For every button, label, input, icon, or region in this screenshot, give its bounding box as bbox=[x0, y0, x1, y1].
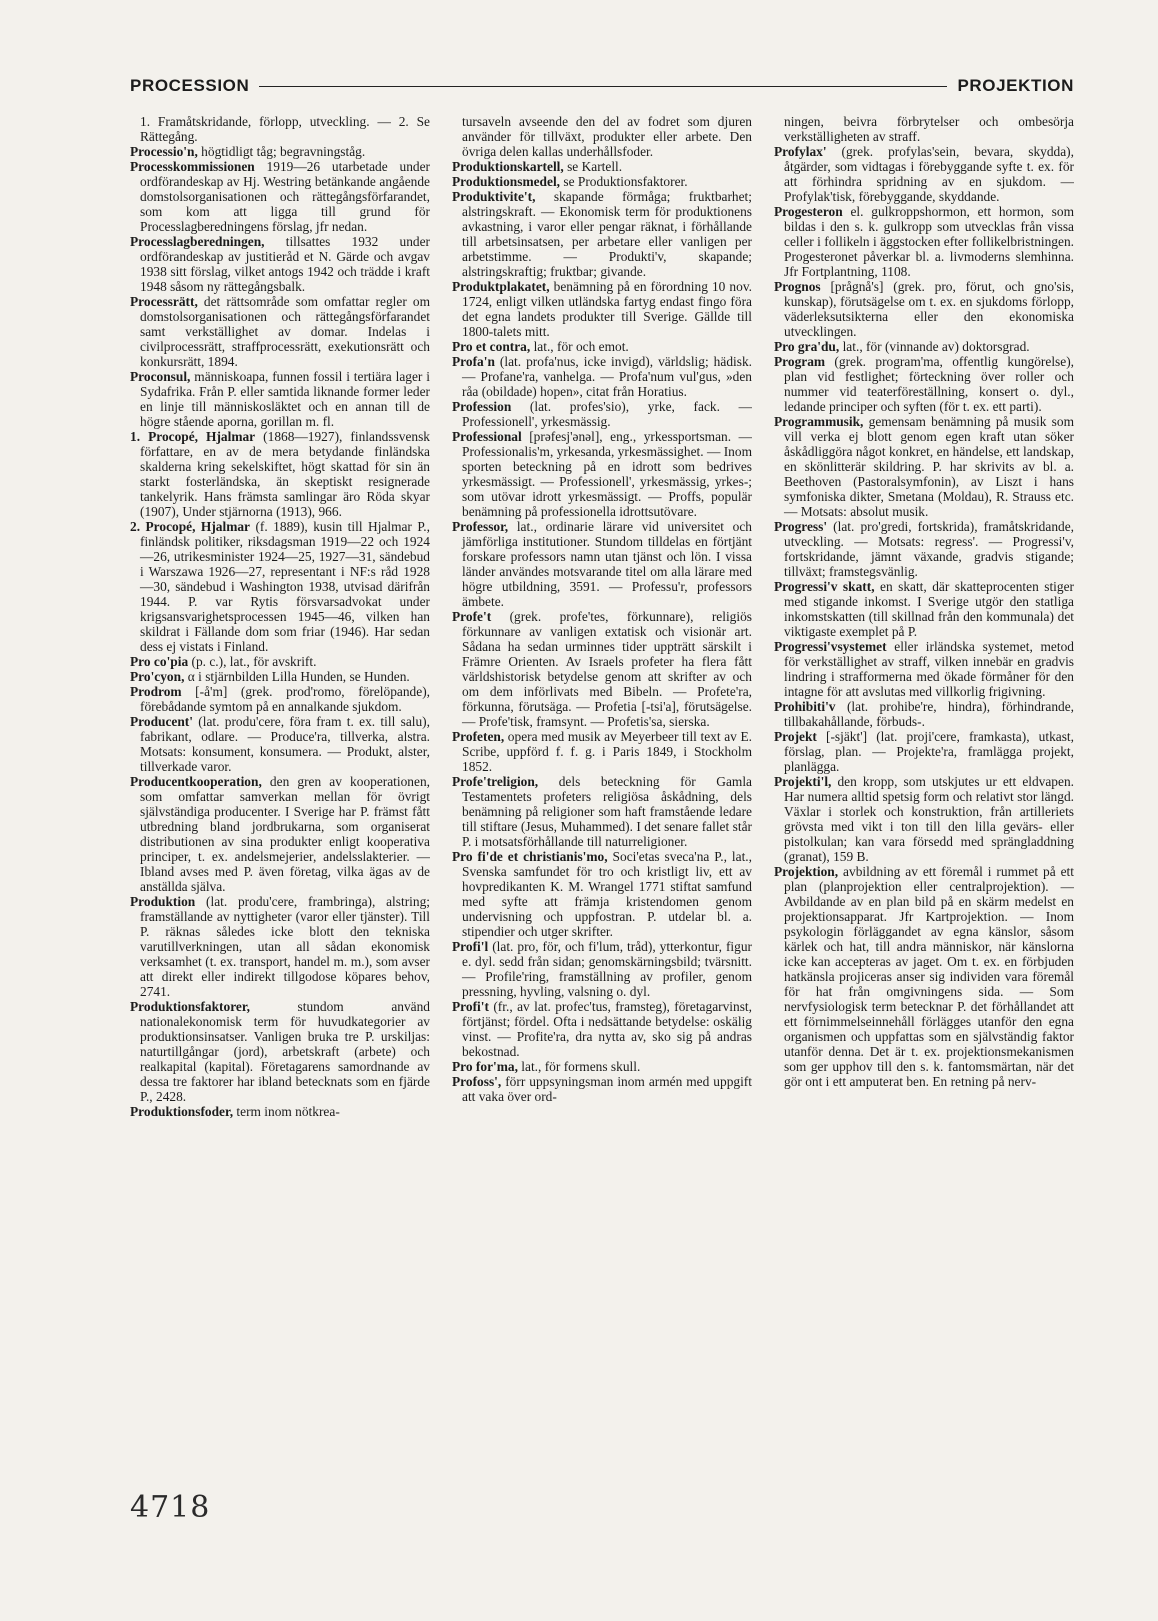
entry-text: (lat. prohibe're, hindra), förhindrande, tillbakahållande, förbuds-. bbox=[784, 699, 1074, 729]
entry-text: människoapa, funnen fossil i tertiära lager i Sydafrika. Från P. eller samtida liknande former leder en linje till människosläktet och en annan till de högre stående aporna, gorillan m. fl. bbox=[140, 369, 430, 429]
entry-text: [prəfesj'ənəl], eng., yrkessportsman. — Professionalis'm, yrkesanda, yrkesmässighet. — Inom sporten beteckning på en idrott som bedrives yrkesmässigt. — Professionell', yrkesmässig, yrkes-; som utövar idrott yrkesmässigt. — Proffs, populär benämning på professionella idrottsutövare. bbox=[462, 429, 752, 519]
entry-text: lat., ordinarie lärare vid universitet och jämförliga institutioner. Stundom tilldelas en förtjänt forskare professors namn utan tjänst och lön. I vissa länder användes motsvarande titel om alla lärare med högre utbildning, 3591. — Professu'r, professors ämbete. bbox=[462, 519, 752, 609]
entry-headword: Produktionsmedel, bbox=[452, 174, 561, 189]
entry-text: (lat. profa'nus, icke invigd), världslig; hädisk. — Profane'ra, vanhelga. — Profa'num vul'gus, »den råa (obildade) hopen», citat från Horatius. bbox=[462, 354, 752, 399]
entry-text: (lat. produ'cere, föra fram t. ex. till salu), fabrikant, odlare. — Produce'ra, tillverka, alstra. Motsats: konsument, konsumera. — Produkt, alster, tillverkade varor. bbox=[140, 714, 430, 774]
dictionary-entry bbox=[452, 729, 752, 774]
entry-headword: 2. Procopé, Hjalmar bbox=[130, 519, 250, 534]
entry-headword: Profylax' bbox=[774, 144, 827, 159]
entry-text: en skatt, där skatteprocenten stiger med stigande inkomst. I Sverige utgör den statliga inkomstskatten (till skillnad från den kommunala) det viktigaste exemplet på P. bbox=[784, 579, 1074, 639]
entry-headword: Profe'treligion, bbox=[452, 774, 539, 789]
dictionary-entry bbox=[774, 639, 1074, 699]
dictionary-entry bbox=[774, 414, 1074, 519]
dictionary-entry bbox=[452, 399, 752, 429]
column-left bbox=[130, 114, 430, 1494]
text-columns bbox=[130, 114, 1074, 1494]
dictionary-entry bbox=[452, 114, 752, 159]
dictionary-entry bbox=[452, 1074, 752, 1104]
dictionary-entry bbox=[452, 339, 752, 354]
dictionary-entry bbox=[774, 699, 1074, 729]
entry-text: det rättsområde som omfattar regler om domstolsorganisationen och rättegångsförfarandet samt verkställighet av domar. Indelas i civilprocessrätt, straffprocessrätt, exekutionsrätt och konkursrätt, 1894. bbox=[140, 294, 430, 369]
entry-text: (lat. produ'cere, frambringa), alstring; framställande av nyttigheter (varor eller tjänster). Till P. räknas således icke blott den tekniska varutillverkningen, utan all sådan ekonomisk verksamhet (t. ex. transport, handel m. m.), som avser att direkt eller indirekt tillgodose köpares behov, 2741. bbox=[140, 894, 430, 999]
entry-headword: Professional bbox=[452, 429, 522, 444]
dictionary-entry bbox=[774, 729, 1074, 774]
entry-headword: Program bbox=[774, 354, 826, 369]
header-first-word: PROCESSION bbox=[130, 76, 250, 95]
entry-text: den kropp, som utskjutes ur ett eldvapen. Har numera alltid spetsig form och relativt stor längd. Växlar i storlek och konstruktion, från artilleriets grövsta med vikt i ton till den lilla gevärs- eller pistolkulan; kan vara försedd med sprängladdning (granat), 159 B. bbox=[784, 774, 1074, 864]
dictionary-entry bbox=[130, 519, 430, 654]
entry-headword: Profi'l bbox=[452, 939, 489, 954]
entry-text: (lat. pro'gredi, fortskrida), framåtskridande, utveckling. — Motsats: regress'. — Progressi'v, fortskridande, jämnt växande, gradvis stigande; tillväxt; framstegsvänlig. bbox=[784, 519, 1074, 579]
entry-headword: Profi't bbox=[452, 999, 489, 1014]
entry-text: (f. 1889), kusin till Hjalmar P., finländsk politiker, riksdagsman 1919—22 och 1924—26, utrikesminister 1924—25, 1927—31, sändebud i Warszawa 1926—27, representant i NF:s råd 1928—30, sändebud i Washington 1938, utvisad därifrån 1944. P. var Rytis försvarsadvokat under krigsansvarighetsprocessen 1945—46, vilken han skildrat i Fällande dom som friar (1946). Har sedan dess ej vistats i Finland. bbox=[140, 519, 430, 654]
entry-headword: Processrätt, bbox=[130, 294, 198, 309]
entry-headword: Pro et contra, bbox=[452, 339, 531, 354]
dictionary-entry bbox=[774, 864, 1074, 1089]
dictionary-entry bbox=[130, 714, 430, 774]
entry-headword: Projektion, bbox=[774, 864, 839, 879]
entry-text: dels beteckning för Gamla Testamentets profeters religiösa åskådning, dels benämning på religioner som haft framstående ledare till stiftare (Jesus, Muhammed). I det senare fallet står P. i motsatsförhållande till naturreligioner. bbox=[462, 774, 752, 849]
dictionary-entry bbox=[452, 354, 752, 399]
dictionary-entry bbox=[452, 609, 752, 729]
column-middle bbox=[452, 114, 752, 1494]
entry-headword: Progesteron bbox=[774, 204, 843, 219]
entry-text: (p. c.), lat., för avskrift. bbox=[188, 654, 317, 669]
entry-headword: Processio'n, bbox=[130, 144, 198, 159]
dictionary-entry bbox=[452, 429, 752, 519]
dictionary-entry bbox=[774, 354, 1074, 414]
entry-text: eller irländska systemet, metod för verkställighet av straff, vilken innebär en gradvis lindring i strafformerna med ökade förmåner för den intagne för att avslutas med villkorlig frigivning. bbox=[784, 639, 1074, 699]
entry-text: el. gulkroppshormon, ett hormon, som bildas i den s. k. gulkropp som utvecklas från vissa celler i follikeln i äggstocken efter follikelbristningen. Progesteronet påverkar bl. a. livmoderns slemhinna. Jfr Fortplantning, 1108. bbox=[784, 204, 1074, 279]
entry-text: ningen, beivra förbrytelser och ombesörja verkställigheten av straff. bbox=[784, 114, 1074, 144]
dictionary-entry bbox=[130, 429, 430, 519]
dictionary-entry bbox=[130, 114, 430, 144]
entry-text: (grek. profylas'sein, bevara, skydda), åtgärder, som vidtagas i förebyggande syfte t. ex. för att förhindra spridning av en sjukdom. — Profylak'tisk, förebyggande, skyddande. bbox=[784, 144, 1074, 204]
dictionary-entry bbox=[452, 174, 752, 189]
dictionary-entry bbox=[452, 189, 752, 279]
entry-headword: Produktionsfaktorer, bbox=[130, 999, 250, 1014]
entry-headword: Profoss', bbox=[452, 1074, 502, 1089]
dictionary-entry bbox=[130, 369, 430, 429]
entry-text: skapande förmåga; fruktbarhet; alstringskraft. — Ekonomisk term för produktionens avkastning, i varor eller pengar räknat, i förhållande till arbetsinsatsen, per arbetare eller vanligen per arbetstimme. — Produkti'v, skapande; alstringskraftig; fruktbar; givande. bbox=[462, 189, 752, 279]
dictionary-entry bbox=[774, 204, 1074, 279]
dictionary-entry bbox=[452, 1059, 752, 1074]
entry-headword: Profa'n bbox=[452, 354, 495, 369]
entry-headword: Produktplakatet, bbox=[452, 279, 550, 294]
entry-headword: Profe't bbox=[452, 609, 492, 624]
entry-headword: Prohibiti'v bbox=[774, 699, 836, 714]
entry-text: (fr., av lat. profec'tus, framsteg), företagarvinst, förtjänst; fördel. Ofta i nedsättande betydelse: oskälig vinst. — Profite'ra, dra nytta av, sko sig på andras bekostnad. bbox=[462, 999, 752, 1059]
dictionary-entry bbox=[130, 159, 430, 234]
entry-text: Soci'etas sveca'na P., lat., Svenska samfundet för tro och kristligt liv, ett av hovpredikanten K. M. Wrangel 1771 stiftat samfund med syfte att främja kristendomen genom undervisning och uppfostran. P. utdelar bl. a. stipendier och utger skrifter. bbox=[462, 849, 752, 939]
entry-headword: Profession bbox=[452, 399, 512, 414]
entry-text: term inom nötkrea- bbox=[233, 1104, 340, 1119]
entry-text: opera med musik av Meyerbeer till text av E. Scribe, uppförd f. f. g. i Paris 1849, i Stockholm 1852. bbox=[462, 729, 752, 774]
entry-text: se Produktionsfaktorer. bbox=[560, 174, 688, 189]
entry-headword: Progressi'v skatt, bbox=[774, 579, 875, 594]
dictionary-entry bbox=[130, 774, 430, 894]
running-header bbox=[130, 74, 1074, 98]
entry-headword: Produktion bbox=[130, 894, 196, 909]
entry-headword: 1. Procopé, Hjalmar bbox=[130, 429, 256, 444]
entry-text: lat., för (vinnande av) doktorsgrad. bbox=[839, 339, 1030, 354]
header-last-word: PROJEKTION bbox=[957, 76, 1074, 95]
dictionary-entry bbox=[452, 939, 752, 999]
entry-headword: Processkommissionen bbox=[130, 159, 255, 174]
entry-text: [-sjäkt'] (lat. proji'cere, framkasta), utkast, förslag, plan. — Projekte'ra, framlägga projekt, planlägga. bbox=[784, 729, 1074, 774]
header-rule bbox=[259, 86, 947, 87]
entry-headword: Prognos bbox=[774, 279, 821, 294]
entry-text: den gren av kooperationen, som omfattar samverkan mellan för övrigt självständiga producenter. I Sverige har P. främst fått utbredning bland jordbrukarna, som organiserat distributionen av sina produkter enligt kooperativa principer, t. ex. andelsmejerier, andelsslakterier. — Ibland avses med P. även företag, vilka ägas av de anställda själva. bbox=[140, 774, 430, 894]
entry-headword: Projekti'l, bbox=[774, 774, 832, 789]
dictionary-entry bbox=[130, 144, 430, 159]
entry-text: stundom använd nationalekonomisk term för huvudkategorier av produktionsinsatser. Vanligen bruka tre P. urskiljas: naturtillgångar (jord), arbetskraft (arbete) och realkapital (kapital). Företagarens samordnande av dessa tre faktorer har ibland betecknats som en fjärde P., 2428. bbox=[140, 999, 430, 1104]
entry-headword: Produktionskartell, bbox=[452, 159, 564, 174]
entry-text: (lat. pro, för, och fi'lum, tråd), ytterkontur, figur e. dyl. sedd från sidan; genomskärningsbild; tvärsnitt. — Profile'ring, framställning av profiler, genom pressning, hyvling, valsning o. dyl. bbox=[462, 939, 752, 999]
entry-text: lat., för formens skull. bbox=[517, 1059, 641, 1074]
entry-text: (grek. profe'tes, förkunnare), religiös förkunnare av vanligen extatisk och visionär art. Sådana ha sedan urminnes tider uppträtt särskilt i Främre Orienten. Av Israels profeter ha flera fått världshistorisk betydelse genom att skrifter av och om dem införlivats med Bibeln. — Profete'ra, förkunna, förutsäga. — Profetia [-tsi'a], förutsägelse. — Profe'tisk, framsynt. — Profetis'sa, sierska. bbox=[462, 609, 752, 729]
entry-headword: Pro'cyon, bbox=[130, 669, 185, 684]
entry-text: [prågnå's] (grek. pro, förut, och gno'sis, kunskap), förutsägelse om t. ex. en sjukdoms förlopp, väderleksutsikterna eller den ekonomiska utvecklingen. bbox=[784, 279, 1074, 339]
entry-text: benämning på en förordning 10 nov. 1724, enligt vilken utländska fartyg endast fingo föra det egna landets produkter till Sverige. Gällde till 1800-talets mitt. bbox=[462, 279, 752, 339]
dictionary-entry bbox=[774, 774, 1074, 864]
entry-headword: Profeten, bbox=[452, 729, 505, 744]
dictionary-entry bbox=[452, 999, 752, 1059]
entry-headword: Proconsul, bbox=[130, 369, 191, 384]
entry-headword: Pro gra'du, bbox=[774, 339, 840, 354]
page-number: 4718 bbox=[130, 1490, 211, 1525]
entry-text: högtidligt tåg; begravningståg. bbox=[197, 144, 366, 159]
dictionary-entry bbox=[130, 654, 430, 669]
dictionary-entry bbox=[774, 144, 1074, 204]
dictionary-entry bbox=[452, 519, 752, 609]
dictionary-entry bbox=[130, 684, 430, 714]
dictionary-entry bbox=[452, 849, 752, 939]
dictionary-entry bbox=[774, 519, 1074, 579]
dictionary-entry bbox=[774, 339, 1074, 354]
dictionary-entry bbox=[130, 234, 430, 294]
entry-headword: Progress' bbox=[774, 519, 828, 534]
entry-text: förr uppsyningsman inom armén med uppgift att vaka över ord- bbox=[462, 1074, 752, 1104]
entry-text: avbildning av ett föremål i rummet på ett plan (planprojektion eller centralprojektion). — Avbildande av en plan bild på en skärm medelst en projektionsapparat. Jfr Kartprojektion. — Inom psykologin förläggandet av egna känslor, såsom kärlek och hat, till andra människor, när känslorna icke kan accepteras av jaget. Om t. ex. en förbjuden hatkänsla projiceras anser sig individen vara föremål för hat från omgivningens sida. — Som nervfysiologisk term betecknar P. det förhållandet att ett förnimmelseinnehåll förlägges utanför den egna organismen och uppfattas som en självständig faktor utanför denna. Det är t. ex. projektionsmekanismen som ger upphov till den s. k. fantomsmärtan, när det gör ont i ett amputerat ben. En retning på nerv- bbox=[784, 864, 1074, 1089]
entry-headword: Pro for'ma, bbox=[452, 1059, 518, 1074]
dictionary-entry bbox=[774, 579, 1074, 639]
entry-text: gemensam benämning på musik som vill verka ej blott genom egen kraft utan söker åskådliggöra något konkret, en händelse, ett landskap, en skönlitterär skildring. P. har skrivits av bl. a. Beethoven (Pastoralsymfonin), av Liszt i hans symfoniska dikter, Smetana (Moldau), R. Strauss etc. — Motsats: absolut musik. bbox=[784, 414, 1074, 519]
dictionary-entry bbox=[130, 669, 430, 684]
dictionary-entry bbox=[130, 1104, 430, 1119]
entry-headword: Progressi'vsystemet bbox=[774, 639, 887, 654]
entry-text: (1868—1927), finlandssvensk författare, en av de mera betydande finländska skalderna kring sekelskiftet, högt skattad för sin än starkt fosterländska, än skeptiskt resignerade tankelyrik. Hans främsta samlingar äro Röda skyar (1907), Under stjärnorna (1913), 966. bbox=[140, 429, 430, 519]
entry-headword: Professor, bbox=[452, 519, 509, 534]
dictionary-entry bbox=[774, 279, 1074, 339]
column-right bbox=[774, 114, 1074, 1494]
entry-text: 1. Framåtskridande, förlopp, utveckling. — 2. Se Rättegång. bbox=[140, 114, 430, 144]
entry-headword: Producent' bbox=[130, 714, 193, 729]
entry-headword: Programmusik, bbox=[774, 414, 864, 429]
entry-headword: Prodrom bbox=[130, 684, 182, 699]
dictionary-entry bbox=[130, 894, 430, 999]
entry-headword: Projekt bbox=[774, 729, 817, 744]
entry-text: [-å'm] (grek. prod'romo, förelöpande), förebådande symtom på en annalkande sjukdom. bbox=[140, 684, 430, 714]
entry-text: lat., för och emot. bbox=[530, 339, 629, 354]
entry-text: tursaveln avseende den del av fodret som djuren använder för tillväxt, produkter eller arbete. Den övriga delen kallas underhållsfoder. bbox=[462, 114, 752, 159]
dictionary-entry bbox=[774, 114, 1074, 144]
dictionary-entry bbox=[452, 279, 752, 339]
entry-text: α i stjärnbilden Lilla Hunden, se Hunden. bbox=[184, 669, 410, 684]
entry-text: (lat. profes'sio), yrke, fack. — Professionell', yrkesmässig. bbox=[462, 399, 752, 429]
dictionary-entry bbox=[130, 294, 430, 369]
entry-text: (grek. program'ma, offentlig kungörelse), plan vid festlighet; förteckning över roller och nummer vid teaterföreställning, konsert o. dyl., ledande principer och syften (för t. ex. ett parti). bbox=[784, 354, 1074, 414]
entry-headword: Produktivite't, bbox=[452, 189, 536, 204]
entry-headword: Producentkooperation, bbox=[130, 774, 262, 789]
entry-text: tillsattes 1932 under ordförandeskap av justitieråd et N. Gärde och avgav 1938 sitt förslag, vilket antogs 1942 och trädde i kraft 1948 såsom ny rättegångsbalk. bbox=[140, 234, 430, 294]
dictionary-entry bbox=[452, 159, 752, 174]
entry-headword: Pro co'pia bbox=[130, 654, 189, 669]
entry-headword: Produktionsfoder, bbox=[130, 1104, 234, 1119]
dictionary-entry bbox=[130, 999, 430, 1104]
entry-text: 1919—26 utarbetade under ordförandeskap av Hj. Westring betänkande angående domstolsorganisationen och rättegångsförfarandet, som kom att ligga till grund för Processlagberedningens förslag, jfr nedan. bbox=[140, 159, 430, 234]
entry-text: se Kartell. bbox=[563, 159, 623, 174]
entry-headword: Processlagberedningen, bbox=[130, 234, 265, 249]
dictionary-entry bbox=[452, 774, 752, 849]
entry-headword: Pro fi'de et christianis'mo, bbox=[452, 849, 608, 864]
